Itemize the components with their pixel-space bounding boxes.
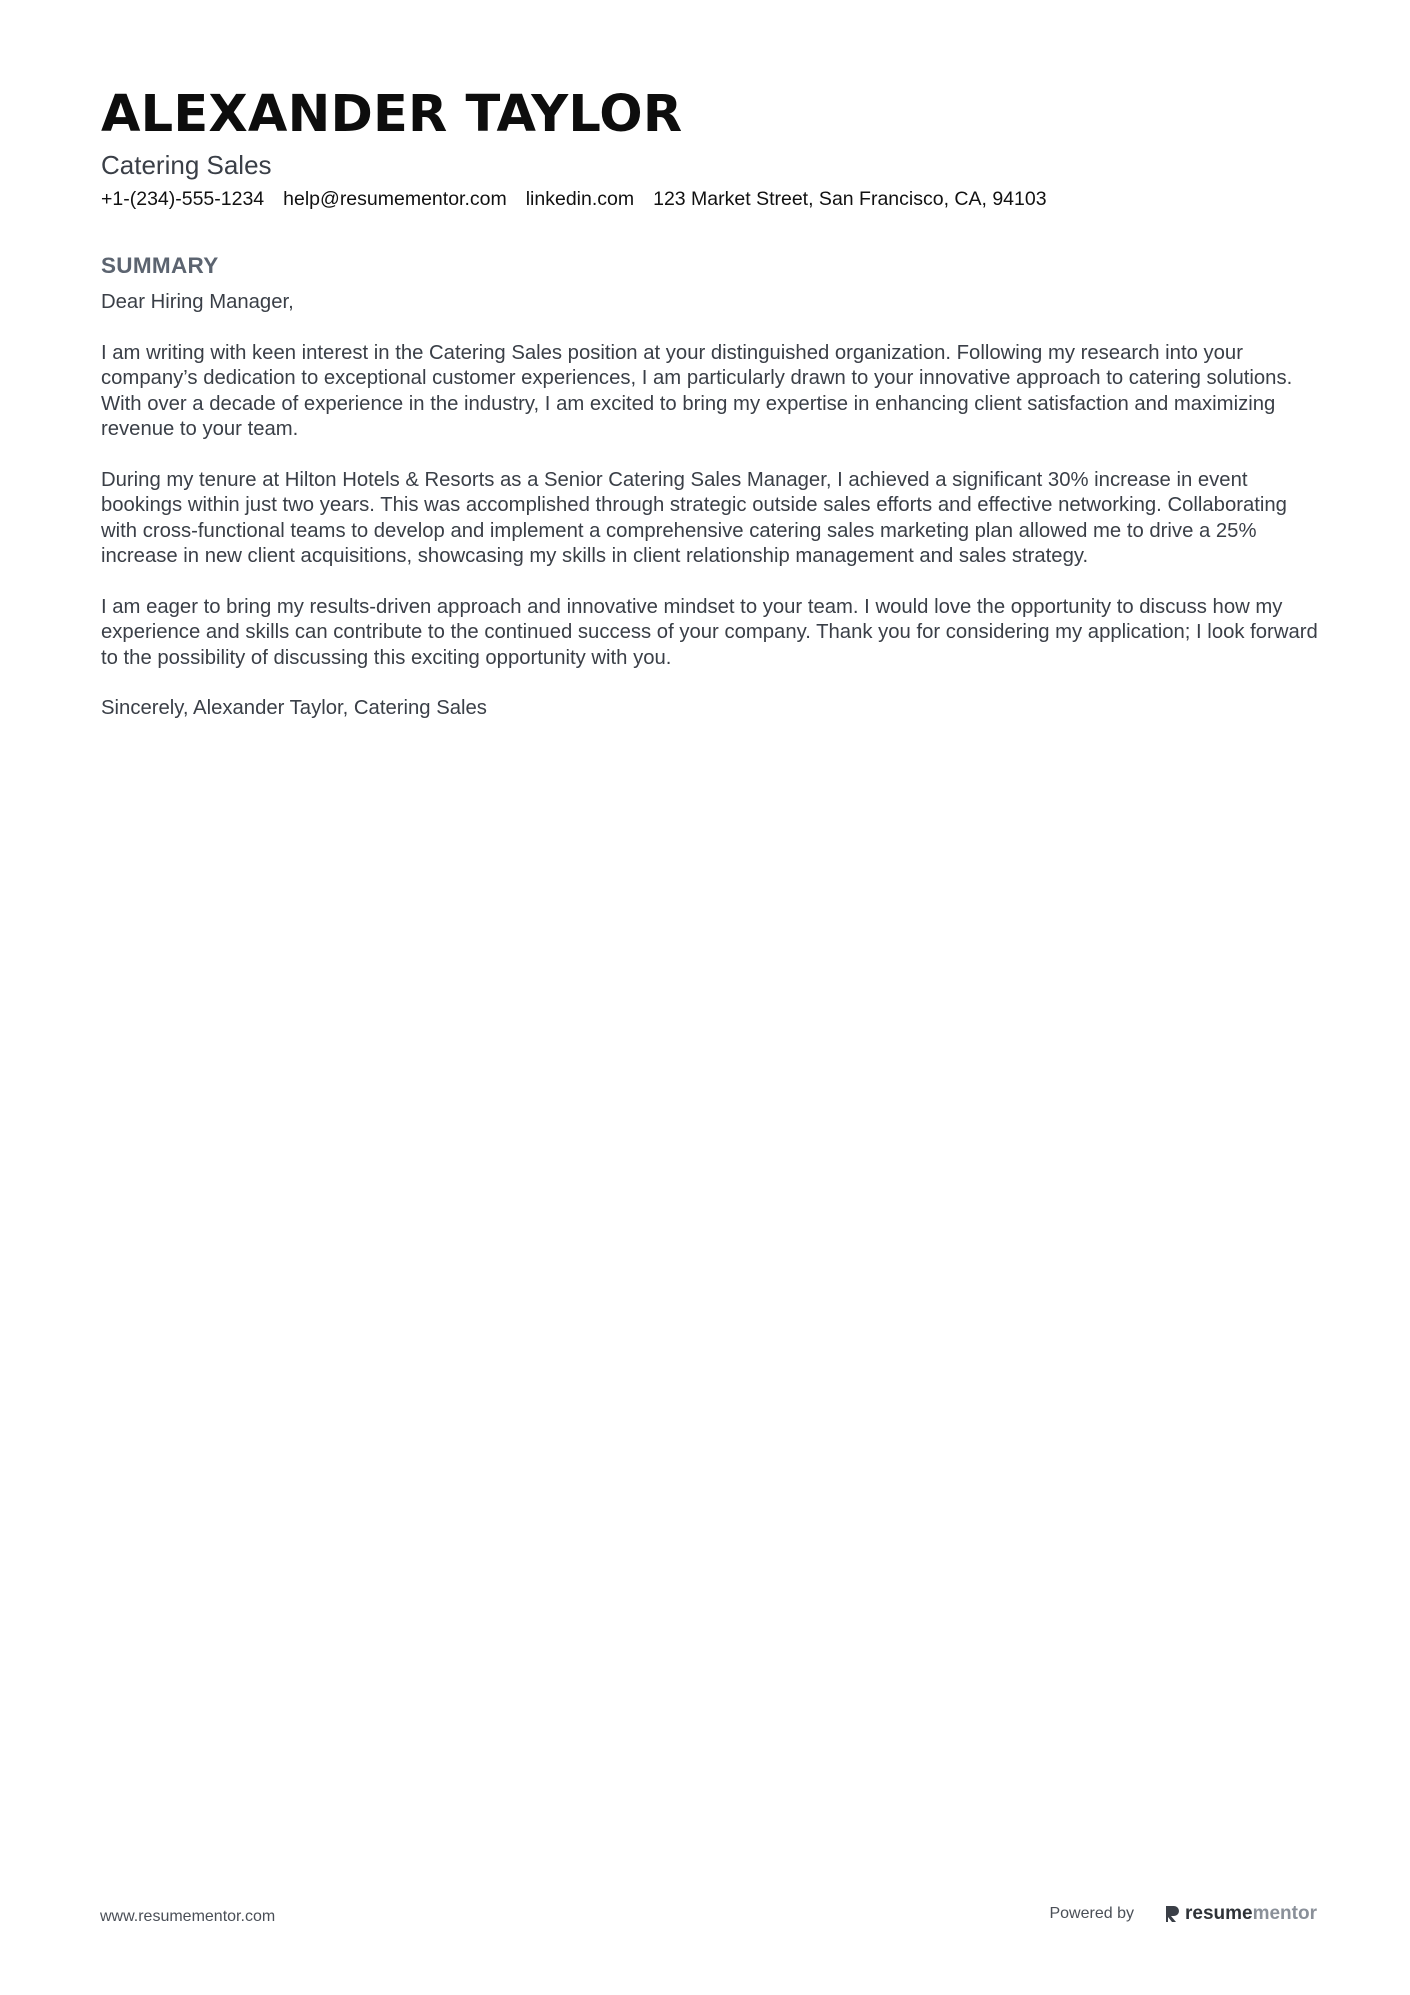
- letter-body: [101, 290, 1323, 722]
- paragraph-3: I am eager to bring my results-driven approach and innovative mindset to your team. I would love the opportunity to discuss how my experience and skills can contribute to the continued success of your company. Thank you for considering my application; I look forward to the possibility of discussing this exciting opportunity with you.: [101, 595, 1318, 669]
- closing: Sincerely, Alexander Taylor, Catering Sales: [101, 697, 487, 719]
- linkedin: linkedin.com: [525, 188, 635, 210]
- summary-section: [101, 250, 1323, 747]
- contact-info: [101, 186, 1321, 212]
- header: [101, 84, 1321, 212]
- candidate-name: ALEXANDER TAYLOR: [101, 85, 683, 144]
- salutation: Dear Hiring Manager,: [101, 291, 294, 313]
- brand-text-bold: resume: [1184, 1903, 1253, 1924]
- footer-branding: [1049, 1903, 1317, 1925]
- brand-logo[interactable]: [1164, 1903, 1317, 1925]
- email: help@resumementor.com: [283, 188, 507, 210]
- section-heading: SUMMARY: [101, 253, 219, 278]
- paragraph-2: During my tenure at Hilton Hotels & Resorts as a Senior Catering Sales Manager, I achieved a significant 30% increase in event bookings within just two years. This was accomplished through strategic outside sales efforts and effective networking. Collaborating with cross-functional teams to develop and implement a comprehensive catering sales marketing plan allowed me to drive a 25% increase in new client acquisitions, showcasing my skills in client relationship management and sales strategy.: [101, 468, 1287, 567]
- footer-website[interactable]: www.resumementor.com: [100, 1908, 276, 1925]
- address: 123 Market Street, San Francisco, CA, 94103: [653, 188, 1047, 210]
- job-title: Catering Sales: [101, 150, 272, 180]
- phone: +1-(234)-555-1234: [101, 188, 265, 210]
- paragraph-1: I am writing with keen interest in the Catering Sales position at your distinguished organization. Following my research into your company’s dedication to exceptional customer experiences, I am particularly drawn to your innovative approach to catering solutions. With over a decade of experience in the industry, I am excited to bring my expertise in enhancing client satisfaction and maximizing revenue to your team.: [101, 341, 1293, 440]
- resumementor-logo-icon: [1164, 1904, 1180, 1924]
- brand-text-light: mentor: [1252, 1903, 1317, 1924]
- powered-by-label: Powered by: [1049, 1905, 1134, 1922]
